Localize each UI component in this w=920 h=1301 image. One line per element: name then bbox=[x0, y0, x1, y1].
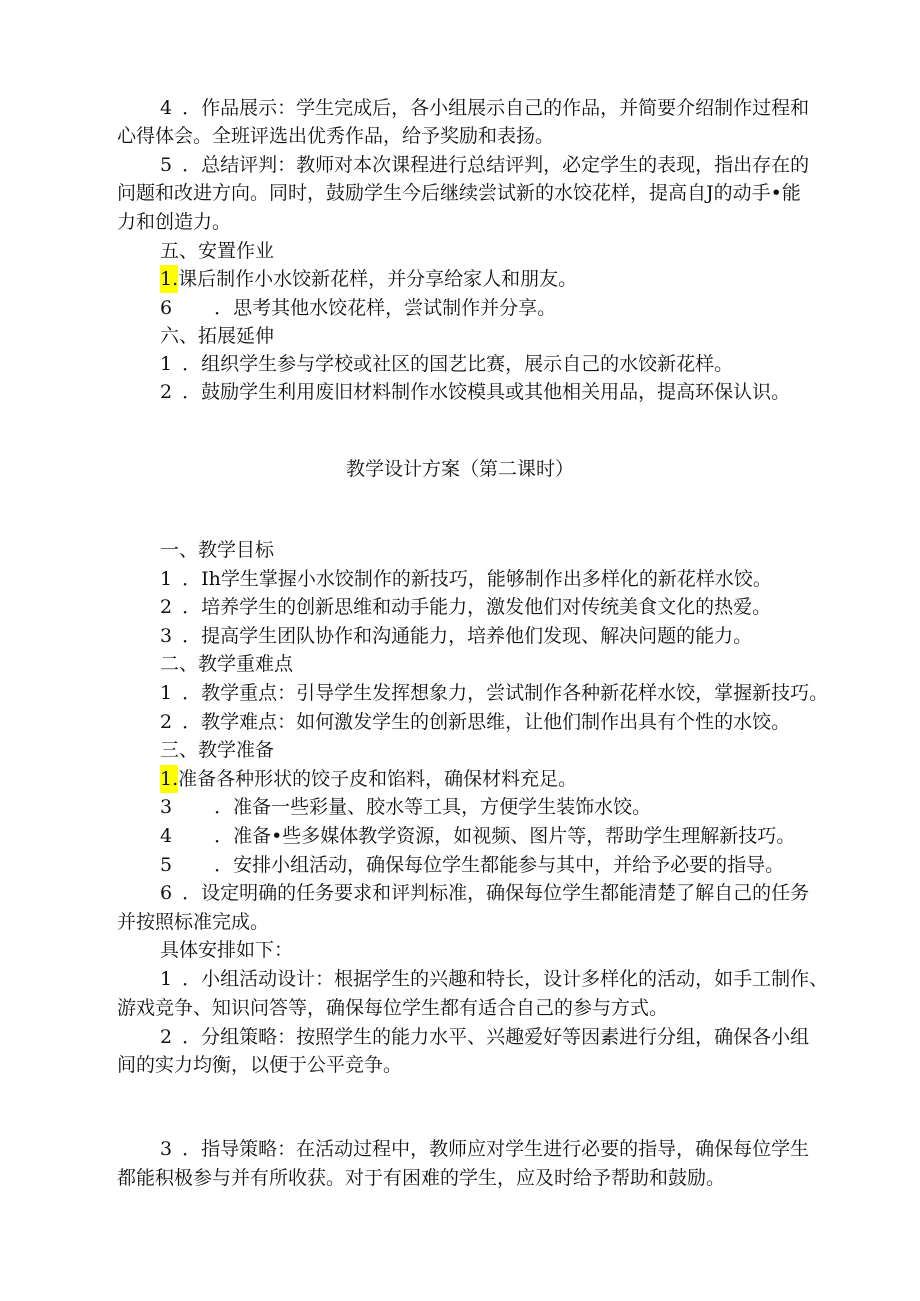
item-number: 5 bbox=[160, 154, 173, 176]
item-text: ．总结评判：教师对本次课程进行总结评判，必定学生的表现，指出存在的 bbox=[182, 154, 810, 176]
item-number: 6 bbox=[160, 882, 173, 904]
item-number-highlighted: 1. bbox=[160, 265, 178, 293]
item-number: 5 bbox=[160, 854, 173, 876]
item-continuation: 并按照标准完成。 bbox=[117, 911, 270, 933]
item-text: ．教学重点：引导学生发挥想象力，尝试制作各种新花样水饺，掌握新技巧。 bbox=[182, 682, 829, 704]
list-item bbox=[160, 851, 784, 879]
list-item bbox=[160, 822, 795, 850]
item-number: 3 bbox=[160, 1138, 173, 1160]
item-text: ．鼓励学生利用废旧材料制作水饺模具或其他相关用品，提高环保认识。 bbox=[182, 381, 791, 403]
item-number: 2 bbox=[160, 711, 173, 733]
item-text: ．准备一些彩量、胶水等工具，方便学生装饰水饺。 bbox=[214, 796, 652, 818]
item-text: ．培养学生的创新思维和动手能力，激发他们对传统美食文化的热爱。 bbox=[182, 596, 772, 618]
list-item bbox=[160, 879, 809, 907]
item-continuation: 力和创造力。 bbox=[117, 211, 232, 233]
list-item bbox=[160, 94, 809, 122]
section-heading: 一、教学目标 bbox=[160, 539, 275, 561]
item-text: ．准备•些多媒体教学资源，如视频、图片等，帮助学生理解新技巧。 bbox=[214, 825, 796, 847]
item-text: ．小组活动设计：根据学生的兴趣和特长，设计多样化的活动，如手工制作、 bbox=[182, 968, 829, 990]
list-item bbox=[160, 265, 577, 293]
item-number: 1 bbox=[160, 353, 173, 375]
list-item bbox=[160, 765, 577, 793]
list-item bbox=[160, 1023, 809, 1051]
item-text: ．Ih学生掌握小水饺制作的新技巧，能够制作出多样化的新花样水饺。 bbox=[182, 568, 772, 590]
item-continuation: 问题和改进方向。同时，鼓励学生今后继续尝试新的水饺花样，提高自J的动手•能 bbox=[117, 182, 801, 204]
item-text: ．提高学生团队协作和沟通能力，培养他们发现、解决问题的能力。 bbox=[182, 625, 753, 647]
item-number: 6 bbox=[160, 297, 173, 319]
item-text: ．指导策略：在活动过程中，教师应对学生进行必要的指导，确保每位学生 bbox=[182, 1138, 810, 1160]
item-text: 准备各种形状的饺子皮和馅料，确保材料充足。 bbox=[178, 768, 578, 790]
list-item bbox=[160, 294, 556, 322]
item-number: 1 bbox=[160, 568, 173, 590]
section-heading: 六、拓展延伸 bbox=[160, 325, 275, 347]
item-number-highlighted: 1. bbox=[160, 765, 178, 793]
list-item bbox=[160, 793, 651, 821]
list-item bbox=[160, 378, 790, 406]
item-continuation: 都能积极参与并有所收获。对于有困难的学生，应及时给予帮助和鼓励。 bbox=[117, 1167, 726, 1189]
item-text: ．组织学生参与学校或社区的国艺比赛，展示自己的水饺新花样。 bbox=[182, 353, 734, 375]
page-title: 教学设计方案（第二课时） bbox=[345, 458, 574, 480]
list-item bbox=[160, 151, 809, 179]
list-item bbox=[160, 1135, 809, 1163]
item-number: 1 bbox=[160, 682, 173, 704]
section-heading: 二、教学重难点 bbox=[160, 653, 294, 675]
list-item bbox=[160, 565, 772, 593]
item-text: ．分组策略：按照学生的能力水平、兴趣爱好等因素进行分组，确保各小组 bbox=[182, 1026, 810, 1048]
section-heading: 具体安排如下： bbox=[160, 939, 294, 961]
item-text: ．设定明确的任务要求和评判标准，确保每位学生都能清楚了解自己的任务 bbox=[182, 882, 810, 904]
list-item bbox=[160, 593, 771, 621]
item-continuation: 间的实力均衡，以便于公平竞争。 bbox=[117, 1054, 403, 1076]
list-item bbox=[160, 965, 828, 993]
list-item bbox=[160, 350, 733, 378]
item-number: 4 bbox=[160, 825, 173, 847]
item-continuation: 心得体会。全班评选出优秀作品，给予奖励和表扬。 bbox=[117, 125, 555, 147]
item-number: 2 bbox=[160, 1026, 173, 1048]
list-item bbox=[160, 679, 828, 707]
item-text: 课后制作小水饺新花样，并分享给家人和朋友。 bbox=[178, 268, 578, 290]
item-text: ．教学难点：如何激发学生的创新思维，让他们制作出具有个性的水饺。 bbox=[182, 711, 791, 733]
item-number: 3 bbox=[160, 625, 173, 647]
list-item bbox=[160, 622, 752, 650]
section-heading: 三、教学准备 bbox=[160, 739, 275, 761]
item-number: 2 bbox=[160, 381, 173, 403]
item-number: 3 bbox=[160, 796, 173, 818]
item-number: 2 bbox=[160, 596, 173, 618]
item-text: ．安排小组活动，确保每位学生都能参与其中，并给予必要的指导。 bbox=[214, 854, 785, 876]
item-continuation: 游戏竞争、知识问答等，确保每位学生都有适合自己的参与方式。 bbox=[117, 997, 669, 1019]
item-text: ．作品展示：学生完成后，各小组展示自己的作品，并简要介绍制作过程和 bbox=[182, 97, 810, 119]
item-text: ．思考其他水饺花样，尝试制作并分享。 bbox=[214, 297, 557, 319]
section-heading: 五、安置作业 bbox=[160, 240, 275, 262]
item-number: 4 bbox=[160, 97, 173, 119]
list-item bbox=[160, 708, 790, 736]
item-number: 1 bbox=[160, 968, 173, 990]
